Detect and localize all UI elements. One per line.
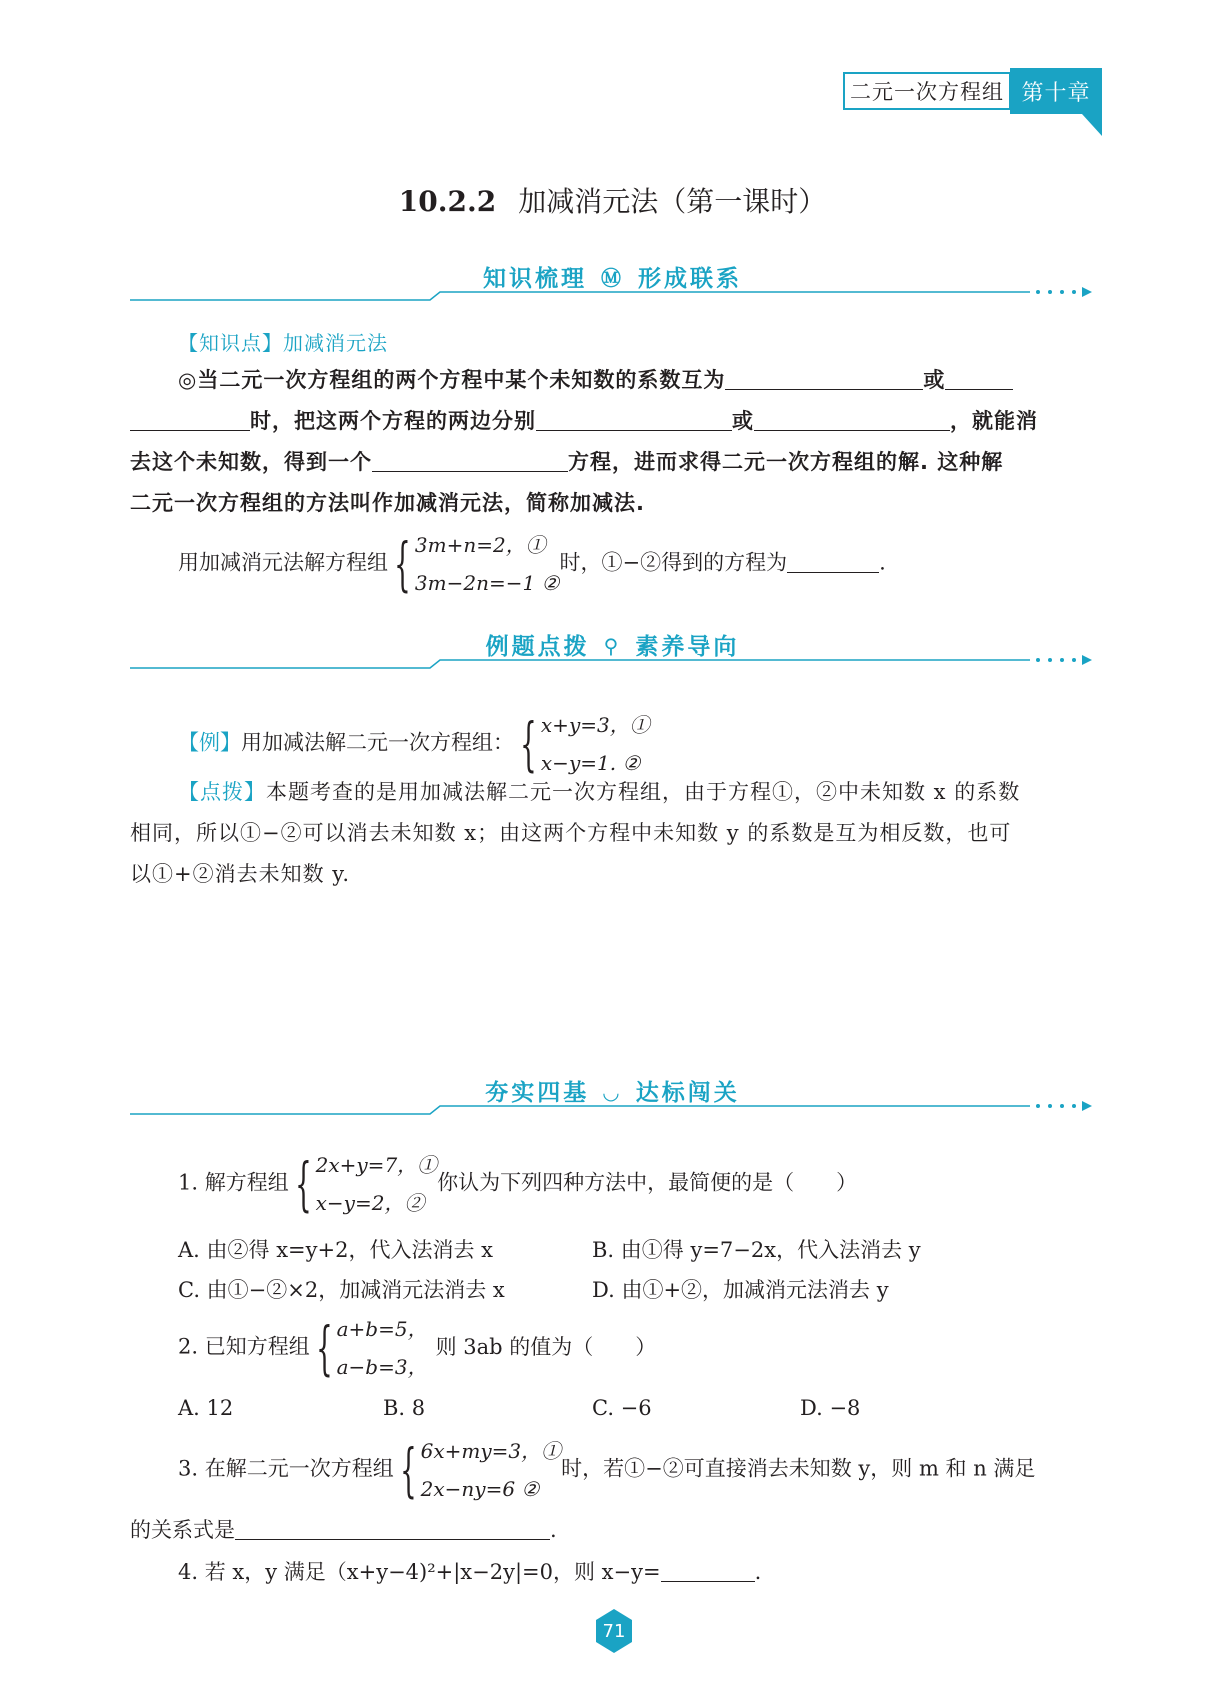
- tag-corner-decoration: [1082, 114, 1102, 136]
- equation-2: x−y=2，②: [315, 1191, 425, 1215]
- question-text: 4. 若 x，y 满足（x+y−4)²+|x−2y|=0，则 x−y=: [178, 1560, 661, 1584]
- option-c[interactable]: C. 由①−②×2，加减消元法消去 x: [178, 1278, 505, 1302]
- text-line: ，就能消: [950, 409, 1038, 433]
- equation-1: 3m+n=2，①: [414, 533, 546, 557]
- example-label: 【例】: [178, 730, 241, 755]
- equation-system: { 2x+y=7，① x−y=2，②: [289, 1146, 437, 1222]
- equation-1: 2x+y=7，①: [315, 1153, 438, 1177]
- question-2: [178, 1310, 656, 1386]
- question-text: 2. 已知方程组: [178, 1334, 310, 1359]
- chapter-tag: 第十章: [1010, 68, 1102, 114]
- section-heading-knowledge: [130, 258, 1095, 308]
- list-circle-icon: Ⓜ: [601, 266, 624, 290]
- answer-blank[interactable]: [661, 1557, 755, 1582]
- question-1: [178, 1146, 857, 1222]
- example-text: 用加减法解二元一次方程组：: [241, 730, 514, 755]
- equation-system: { 6x+my=3，① 2x−ny=6 ②: [394, 1432, 561, 1508]
- question-text: 则 3ab 的值为（ ）: [435, 1334, 657, 1359]
- option-d[interactable]: D. 由①+②，加减消元法消去 y: [592, 1278, 889, 1302]
- answer-blank[interactable]: [725, 365, 923, 390]
- title-text: 加减消元法（第一课时）: [518, 185, 827, 218]
- equation-system: { x+y=3，① x−y=1. ②: [514, 706, 650, 782]
- period: .: [754, 1560, 762, 1584]
- question-3: [178, 1432, 1035, 1508]
- section-label-right: 素养导向: [635, 634, 740, 660]
- text-line: ◎当二元一次方程组的两个方程中某个未知数的系数互为: [178, 368, 726, 392]
- page-number-badge: [594, 1608, 634, 1654]
- knowledge-question: [178, 526, 886, 602]
- equation-2: 2x−ny=6 ②: [420, 1477, 540, 1501]
- text-line: 方程，进而求得二元一次方程组的解. 这种解: [568, 450, 1004, 474]
- option-c[interactable]: C. −6: [592, 1396, 652, 1420]
- answer-blank[interactable]: [130, 406, 250, 431]
- answer-blank[interactable]: [945, 365, 1013, 390]
- option-d[interactable]: D. −8: [800, 1396, 861, 1420]
- answer-blank[interactable]: [754, 406, 950, 431]
- question-text: 的关系式是: [130, 1518, 235, 1542]
- section-label-right: 达标闯关: [635, 1080, 740, 1106]
- answer-blank[interactable]: [372, 447, 568, 472]
- question-text: 3. 在解二元一次方程组: [178, 1456, 394, 1481]
- title-number: 10.2.2: [398, 185, 497, 218]
- equation-system: { a+b=5， a−b=3，: [310, 1310, 428, 1386]
- page-title: [0, 180, 1225, 220]
- option-a[interactable]: A. 12: [178, 1396, 234, 1420]
- answer-blank[interactable]: [787, 548, 879, 573]
- equation-1: 6x+my=3，①: [420, 1439, 562, 1463]
- equation-1: x+y=3，①: [540, 713, 650, 737]
- text-line: 去这个未知数，得到一个: [130, 450, 372, 474]
- knowledge-point-label: 【知识点】加减消元法: [178, 331, 388, 355]
- answer-blank[interactable]: [235, 1515, 550, 1540]
- text-line: 时，把这两个方程的两边分别: [250, 409, 536, 433]
- question-3-line-2: [130, 1514, 557, 1544]
- option-b[interactable]: B. 由①得 y=7−2x，代入法消去 y: [592, 1238, 921, 1262]
- section-label-right: 形成联系: [638, 266, 742, 292]
- text-line: 本题考查的是用加减法解二元一次方程组，由于方程①，②中未知数 x 的系数: [266, 780, 1021, 804]
- equation-1: a+b=5，: [336, 1317, 428, 1341]
- section-tag: 二元一次方程组: [843, 72, 1011, 110]
- text-line: 二元一次方程组的方法叫作加减消元法，简称加减法.: [130, 491, 645, 515]
- hint-paragraph: [130, 772, 1095, 895]
- answer-blank[interactable]: [536, 406, 732, 431]
- equation-2: x−y=1. ②: [540, 751, 641, 775]
- period: .: [550, 1518, 557, 1542]
- hint-label: 【点拨】: [178, 780, 266, 804]
- section-label-left: 知识梳理: [483, 266, 587, 292]
- page-number: 71: [602, 1620, 626, 1642]
- text-line: 相同，所以①−②可以消去未知数 x；由这两个方程中未知数 y 的系数是互为相反数，也可: [130, 821, 1012, 845]
- equation-2: 3m−2n=−1 ②: [414, 571, 560, 595]
- section-heading-practice: [130, 1072, 1095, 1122]
- question-text: 时，若①−②可直接消去未知数 y，则 m 和 n 满足: [561, 1456, 1036, 1481]
- option-a[interactable]: A. 由②得 x=y+2，代入法消去 x: [178, 1238, 493, 1262]
- question-text: 你认为下列四种方法中，最简便的是（ ）: [437, 1170, 858, 1195]
- section-heading-example: [130, 626, 1095, 676]
- equation-2: a−b=3，: [336, 1355, 428, 1379]
- text-or: 或: [732, 409, 754, 433]
- text-or: 或: [923, 368, 946, 392]
- example-question: [178, 706, 650, 782]
- magnifier-icon: ⚲: [603, 634, 622, 658]
- section-label-left: 例题点拨: [485, 634, 590, 660]
- section-label-left: 夯实四基: [485, 1080, 590, 1106]
- question-text: 时，①−②得到的方程为: [559, 550, 788, 575]
- question-text: 1. 解方程组: [178, 1170, 289, 1195]
- equation-system: { 3m+n=2，① 3m−2n=−1 ②: [388, 526, 560, 602]
- question-text: 用加减消元法解方程组: [178, 550, 388, 575]
- knowledge-paragraph: [130, 360, 1095, 524]
- period: .: [879, 550, 886, 575]
- option-b[interactable]: B. 8: [383, 1396, 426, 1420]
- text-line: 以①+②消去未知数 y.: [130, 862, 351, 886]
- smile-arc-icon: ◡: [603, 1080, 622, 1104]
- question-4: [178, 1556, 761, 1586]
